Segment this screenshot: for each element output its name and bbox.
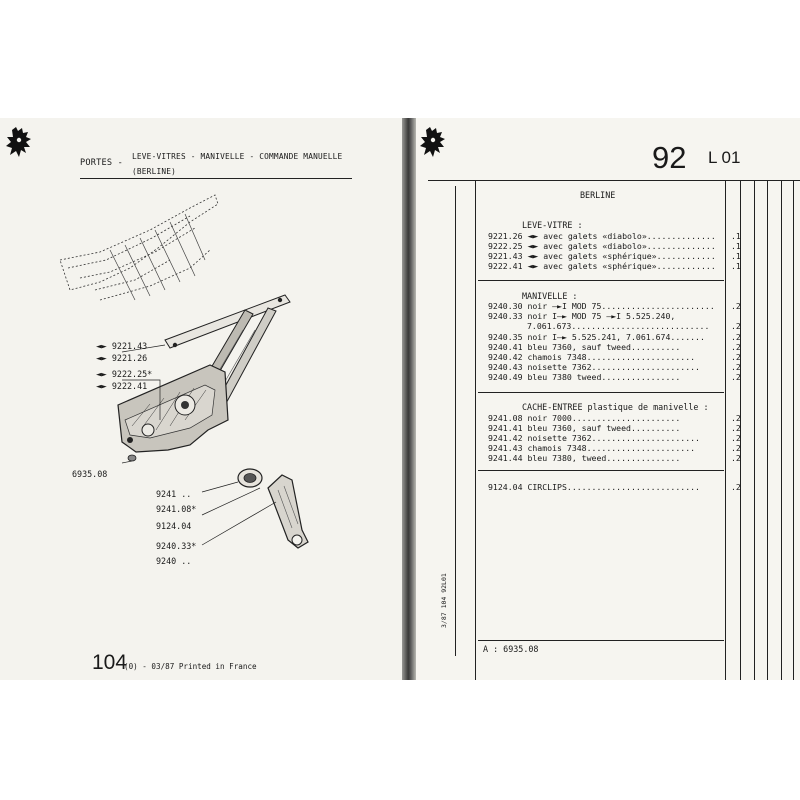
vertical-print-code: 3/87 104 92L01 (440, 573, 448, 628)
table-row-qty: .2 (731, 342, 741, 352)
peugeot-lion-logo (4, 126, 34, 160)
header-rule (80, 178, 352, 179)
table-row-qty: .2 (731, 352, 741, 362)
table-row: 9124.04 CIRCLIPS........................... (488, 482, 700, 492)
table-row: 9241.44 bleu 7380, tweed............... (488, 453, 681, 463)
table-top-rule (428, 180, 800, 181)
footnote: A : 6935.08 (483, 644, 539, 654)
table-column-line (767, 180, 768, 680)
table-column-line (793, 180, 794, 680)
table-row-qty: .2 (731, 372, 741, 382)
table-row: 9240.42 chamois 7348...................... (488, 352, 696, 362)
callout-9124-04: 9124.04 (156, 521, 192, 531)
header-subtitle: (BERLINE) (132, 167, 177, 176)
table-row-qty: .2 (731, 301, 741, 311)
callout-9221-43: ◄► 9221.43 (96, 341, 148, 352)
table-row: 9240.49 bleu 7380 tweed................ (488, 372, 681, 382)
callout-9222-41: ◄► 9222.41 (96, 381, 148, 392)
table-row-qty: .2 (731, 453, 741, 463)
table-row: 9240.30 noir —►I MOD 75....................... (488, 301, 715, 311)
table-column-line (725, 180, 726, 680)
table-row-qty: .1 (731, 261, 741, 271)
footnote-rule (478, 640, 724, 641)
group-heading: LEVE-VITRE : (522, 220, 583, 230)
table-title: BERLINE (580, 190, 616, 200)
table-row-qty: .2 (731, 362, 741, 372)
section-subcode: L 01 (708, 148, 741, 167)
table-row-qty: .2 (731, 423, 741, 433)
group-separator (478, 470, 724, 471)
right-page (414, 118, 800, 680)
group-separator (478, 392, 724, 393)
callout-9221-26: ◄► 9221.26 (96, 353, 148, 364)
callout-9240-33: 9240.33* (156, 541, 197, 551)
table-column-line (475, 180, 476, 680)
table-row: 9222.41 ◄► avec galets «sphérique»............ (488, 261, 716, 272)
callout-9241-08: 9241.08* (156, 504, 197, 514)
table-row: 9241.43 chamois 7348...................... (488, 443, 696, 453)
table-column-line (781, 180, 782, 680)
table-row-qty: .1 (731, 241, 741, 251)
group-heading: CACHE-ENTREE plastique de manivelle : (522, 402, 709, 412)
section-code: 92 (652, 140, 687, 175)
callout-9241: 9241 .. (156, 489, 192, 499)
table-row: 9240.41 bleu 7360, sauf tweed.......... (488, 342, 681, 352)
page-footer: (0) - 03/87 Printed in France (124, 662, 257, 671)
table-row: 9241.42 noisette 7362...................... (488, 433, 700, 443)
table-row: 9221.43 ◄► avec galets «sphérique»............ (488, 251, 716, 262)
callout-6935-08: 6935.08 (72, 469, 108, 479)
table-row-qty: .2 (731, 443, 741, 453)
table-row: 9240.33 noir I—► MOD 75 —►I 5.525.240, (488, 311, 676, 321)
table-row: 9241.08 noir 7000...................... (488, 413, 681, 423)
book-gutter (402, 118, 416, 680)
header-title: LEVE-VITRES - MANIVELLE - COMMANDE MANUELLE (132, 152, 343, 161)
table-row-qty: .2 (731, 332, 741, 342)
table-row-qty: .2 (731, 482, 741, 492)
table-row: 9221.26 ◄► avec galets «diabolo».............. (488, 231, 716, 242)
header-prefix: PORTES - (80, 158, 123, 168)
table-row: 9241.41 bleu 7360, sauf tweed.......... (488, 423, 681, 433)
group-heading: MANIVELLE : (522, 291, 578, 301)
table-row: 7.061.673............................ (527, 321, 710, 331)
table-row: 9240.43 noisette 7362...................... (488, 362, 700, 372)
table-column-line (754, 180, 755, 680)
callout-9240: 9240 .. (156, 556, 192, 566)
table-row-qty: .2 (731, 413, 741, 423)
table-row-qty: .2 (731, 433, 741, 443)
peugeot-lion-logo (418, 126, 448, 160)
table-row-qty: .1 (731, 231, 741, 241)
table-column-line (455, 186, 456, 656)
group-separator (478, 280, 724, 281)
page-number: 104 (92, 651, 128, 674)
callout-9222-25: ◄► 9222.25* (96, 369, 153, 380)
table-row: 9222.25 ◄► avec galets «diabolo».............. (488, 241, 716, 252)
table-row-qty: .1 (731, 251, 741, 261)
table-row: 9240.35 noir I—► 5.525.241, 7.061.674....... (488, 332, 705, 342)
table-row-qty: .2 (731, 321, 741, 331)
